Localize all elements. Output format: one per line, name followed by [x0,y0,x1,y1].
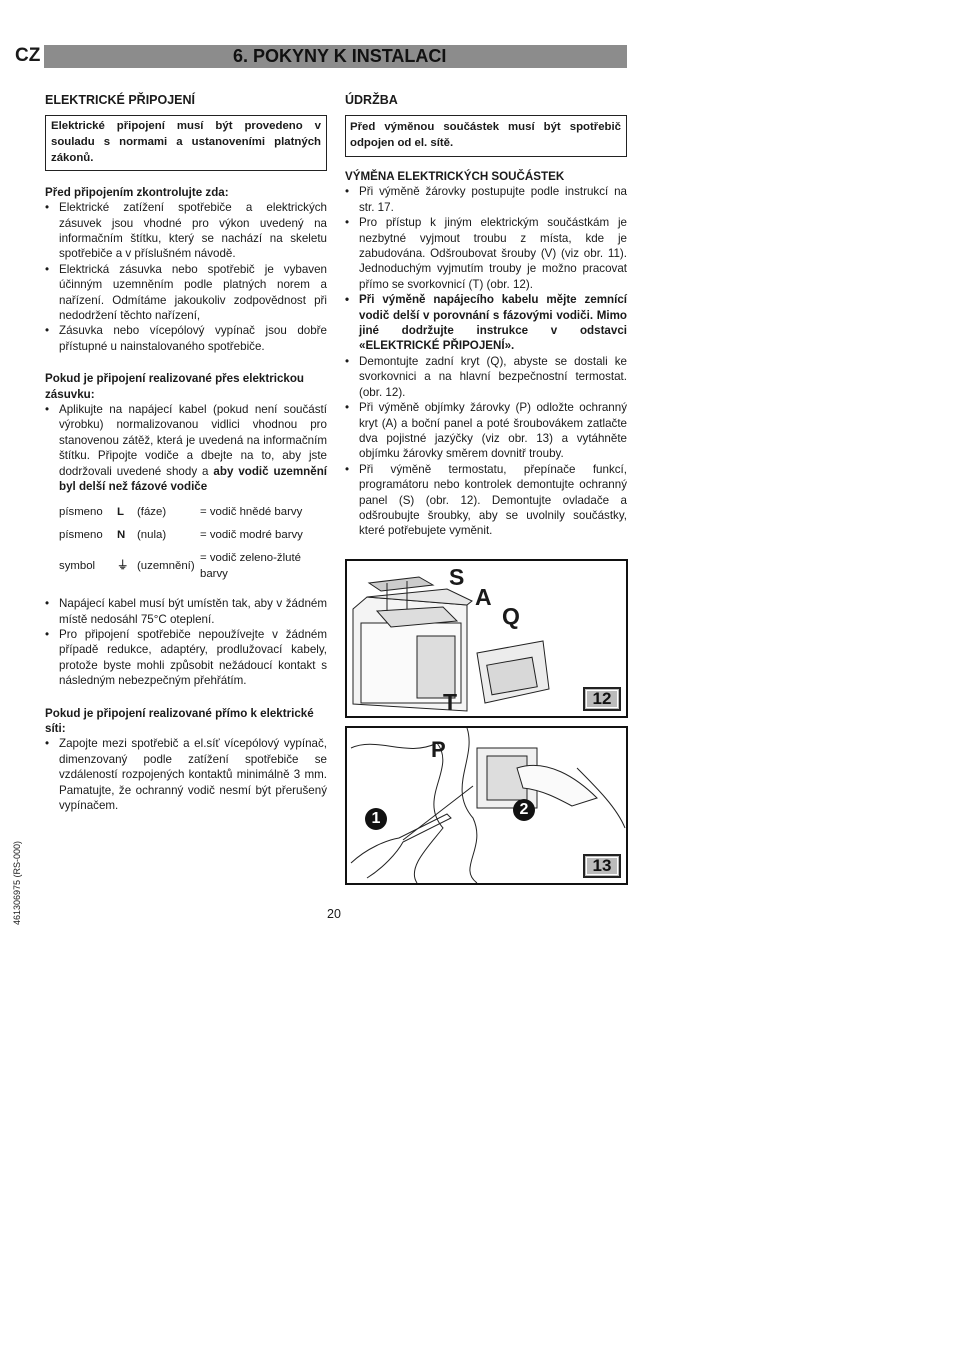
list-item: • Zásuvka nebo vícepólový vypínač jsou dobře přístupné u nainstalovaného spotřebiče. [45,323,327,354]
electrical-connection-heading: ELEKTRICKÉ PŘIPOJENÍ [45,93,196,107]
label-t: T [443,689,458,715]
step-1-marker: 1 [365,808,387,830]
label-p: P [431,737,446,762]
wire-symbol: N [117,528,126,541]
wire-color: = vodič modré barvy [200,528,303,541]
left-column [45,93,327,813]
figure-number: 12 [583,687,621,711]
connection-notice: Elektrické připojení musí být provedeno v souladu s normami a ustanoveními platných zákonů. [45,115,327,170]
components-heading: VÝMĚNA ELEKTRICKÝCH SOUČÁSTEK [345,170,565,183]
step-2-marker: 2 [513,799,535,821]
list-item: • Demontujte zadní kryt (Q), abyste se dostali ke svorkovnici a na hlavní bezpečnostní termostat. (obr. 12). [345,354,627,400]
table-row [59,501,327,524]
socket-list [45,402,327,494]
list-item: • Při výměně objímky žárovky (P) odložte ochranný kryt (A) a boční panel a poté šroubovákem zatlačte dva pojistné jazýčky (viz obr. 13) a vytáhněte objímku žárovky směrem dovnitř trouby. [345,400,627,462]
figure-number: 13 [583,854,621,878]
wire-color: = vodič zeleno-žluté barvy [200,552,301,580]
socket-heading: Pokud je připojení realizované přes elektrickou zásuvku: [45,372,305,401]
wire-meaning: (fáze) [137,505,167,518]
list-item: • Při výměně napájecího kabelu mějte zemnící vodič delší v porovnání s fázovými vodiči. Mimo jiné dodržujte instrukce v odstavci «ELEKTRICKÉ PŘIPOJENÍ». [345,292,627,354]
maintenance-notice: Před výměnou součástek musí být spotřebič odpojen od el. sítě. [345,115,627,157]
wire-table [59,501,327,587]
list-item: • Pro přístup k jiným elektrickým součástkám je nezbytné vyjmout troubu z místa, kde je zabudována. Odšroubovat šrouby (V) (viz obr. 11). Jednoduchým vyjmutím trouby je možno pracovat přímo se svorkovnicí (T) (obr. 12). [345,215,627,292]
wire-symbol: L [117,505,124,518]
table-row [59,547,327,586]
list-item: • Elektrické zatížení spotřebiče a elektrických zásuvek jsou vhodné pro výkon uvedený na informačním štítku, který se nachází na skeletu spotřebiče a v příslušném návodě. [45,200,327,262]
wire-kind: písmeno [59,528,103,541]
label-a: A [475,584,492,610]
list-item: • Napájecí kabel musí být umístěn tak, aby v žádném místě nedosáhl 75°C oteplení. [45,596,327,627]
ground-symbol-icon: ⏚ [117,560,129,573]
wire-kind: symbol [59,560,96,573]
list-item: • Při výměně žárovky postupujte podle instrukcí na str. 17. [345,184,627,215]
page-number: 20 [327,907,341,921]
right-column [345,93,627,539]
list-item: • Pro připojení spotřebiče nepoužívejte v žádném případě redukce, adaptéry, prodlužovací kabely, protože byste mohli způsobit nežádoucí kontakt s následným nebezpečným přehřátím. [45,627,327,689]
wire-color: = vodič hnědé barvy [200,505,303,518]
label-s: S [449,564,465,590]
list-item: • Zapojte mezi spotřebič a el.síť vícepólový vypínač, dimenzovaný podle zatížení spotřebiče se vzdáleností rozpojených kontaktů minimálně 3 mm. Pamatujte, že ochranný vodič nesmí být přerušený vypínačem. [45,736,327,813]
components-list [345,184,627,538]
cable-list [45,596,327,688]
wire-kind: písmeno [59,505,103,518]
document-code: 461306975 (RS-000) [12,840,22,925]
page-title: 6. POKYNY K INSTALACI [233,46,447,66]
label-q: Q [502,603,520,629]
table-row [59,524,327,547]
direct-list [45,736,327,813]
list-item: • Elektrická zásuvka nebo spotřebič je vybaven účinným uzemněním podle platných norem a nařízení. Odmítáme jakoukoliv zodpovědnost při nedodržení těchto nařízení, [45,262,327,324]
direct-heading: Pokud je připojení realizované přímo k elektrické síti: [45,706,314,735]
wire-meaning: (nula) [137,528,167,541]
wire-meaning: (uzemnění) [137,560,195,573]
list-item [45,402,327,494]
check-heading: Před připojením zkontrolujte zda: [45,185,229,199]
language-code: CZ [15,45,41,66]
check-list [45,200,327,354]
list-item: • Při výměně termostatu, přepínače funkcí, programátoru nebo kontrolek demontujte ochranný panel (S) (obr. 12). Demontujte ovladače a odšroubujte šroubky, aby se uvolnily součástky, které potřebujete vyměnit. [345,462,627,539]
figure-13 [345,726,628,885]
socket-item-text: Aplikujte na napájecí kabel (pokud není součástí výrobku) normalizovanou vidlici vhodnou pro stanovenou zátěž, která je uvedená na informačním štítku. Připojte vodiče a dbejte na to, aby jste dodržovali uvedené shody a [59,403,327,478]
maintenance-heading: ÚDRŽBA [345,93,398,107]
figure-12 [345,559,628,718]
socket-item-bold: aby vodič uzemnění byl delší než fázové vodiče [59,464,327,494]
